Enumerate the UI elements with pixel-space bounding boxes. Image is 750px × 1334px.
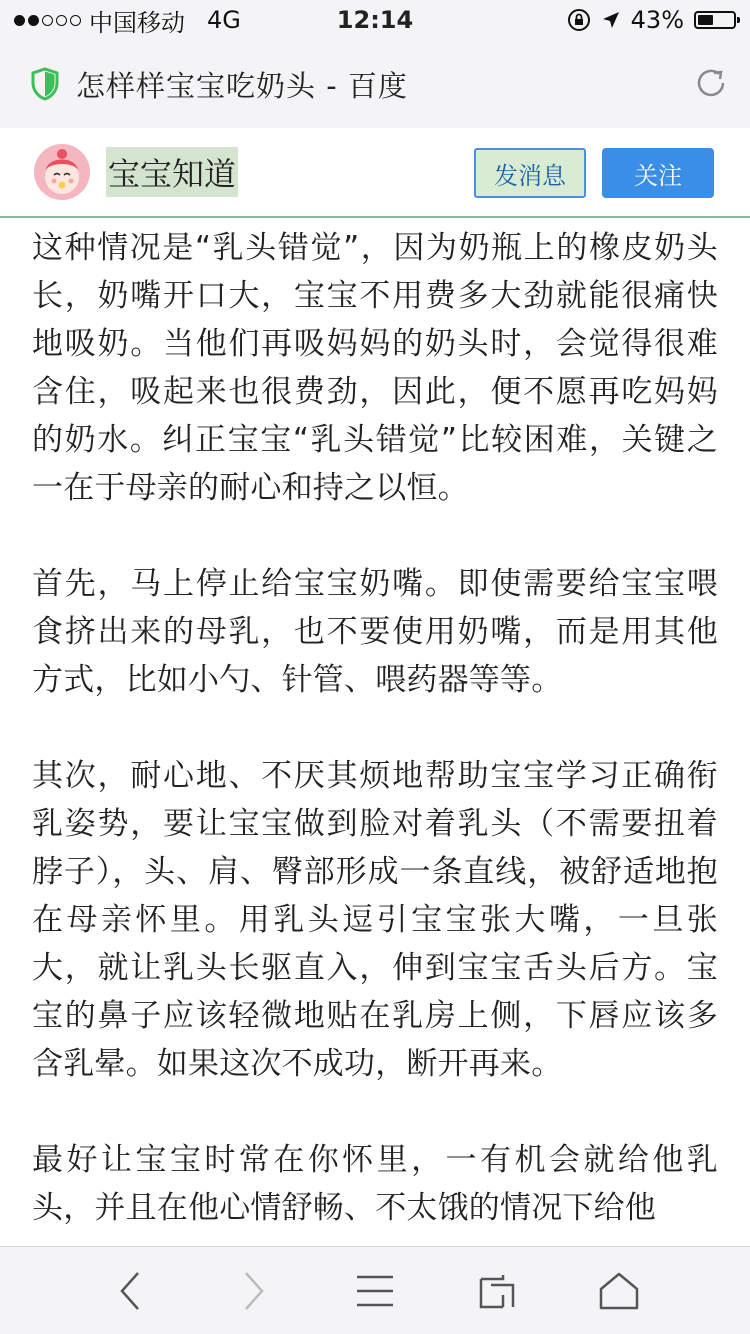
menu-button[interactable] [345, 1261, 405, 1321]
tabs-icon [477, 1271, 517, 1311]
reload-icon[interactable] [692, 64, 730, 102]
message-button[interactable]: 发消息 [474, 148, 586, 198]
forward-icon [238, 1269, 268, 1313]
author-bar [0, 128, 750, 218]
status-bar [0, 0, 750, 40]
page-title: 怎样样宝宝吃奶头 - 百度 [76, 68, 408, 103]
avatar[interactable] [34, 144, 90, 200]
battery-icon [694, 11, 736, 29]
article-paragraph: 首先，马上停止给宝宝奶嘴。即使需要给宝宝喂食挤出来的母乳，也不要使用奶嘴，而是用其他方式，比如小勺、针管、喂药器等等。 [32, 566, 718, 698]
back-icon [116, 1269, 146, 1313]
location-icon [601, 10, 621, 30]
carrier-label: 中国移动 [89, 8, 185, 37]
article-content [0, 218, 750, 1232]
battery-label: 43% [630, 6, 684, 34]
forward-button[interactable] [223, 1261, 283, 1321]
home-button[interactable] [589, 1261, 649, 1321]
menu-icon [355, 1273, 395, 1309]
article-paragraph: 最好让宝宝时常在你怀里，一有机会就给他乳头，并且在他心情舒畅、不太饿的情况下给他 [32, 1142, 718, 1226]
rotation-lock-icon [567, 8, 591, 32]
back-button[interactable] [101, 1261, 161, 1321]
signal-icon [14, 15, 81, 26]
article-paragraph: 这种情况是“乳头错觉”，因为奶瓶上的橡皮奶头长，奶嘴开口大，宝宝不用费多大劲就能很痛快地吸奶。当他们再吸妈妈的奶头时，会觉得很难含住，吸起来也很费劲，因此，便不愿再吃妈妈的奶水。纠正宝宝“乳头错觉”比较困难，关键之一在于母亲的耐心和持之以恒。 [32, 230, 718, 506]
network-label: 4G [207, 6, 241, 34]
tabs-button[interactable] [467, 1261, 527, 1321]
status-time: 12:14 [336, 6, 414, 34]
browser-toolbar [0, 1246, 750, 1334]
home-icon [598, 1271, 640, 1311]
article-paragraph: 其次，耐心地、不厌其烦地帮助宝宝学习正确衔乳姿势，要让宝宝做到脸对着乳头（不需要扭着脖子），头、肩、臀部形成一条直线，被舒适地抱在母亲怀里。用乳头逗引宝宝张大嘴，一旦张大，就让乳头长驱直入，伸到宝宝舌头后方。宝宝的鼻子应该轻微地贴在乳房上侧，下唇应该多含乳晕。如果这次不成功，断开再来。 [32, 758, 718, 1082]
shield-icon [30, 67, 60, 101]
status-right [567, 6, 736, 34]
status-left [14, 3, 241, 38]
follow-button[interactable]: 关注 [602, 148, 714, 198]
address-bar[interactable] [0, 40, 750, 128]
author-name[interactable]: 宝宝知道 [106, 147, 238, 197]
